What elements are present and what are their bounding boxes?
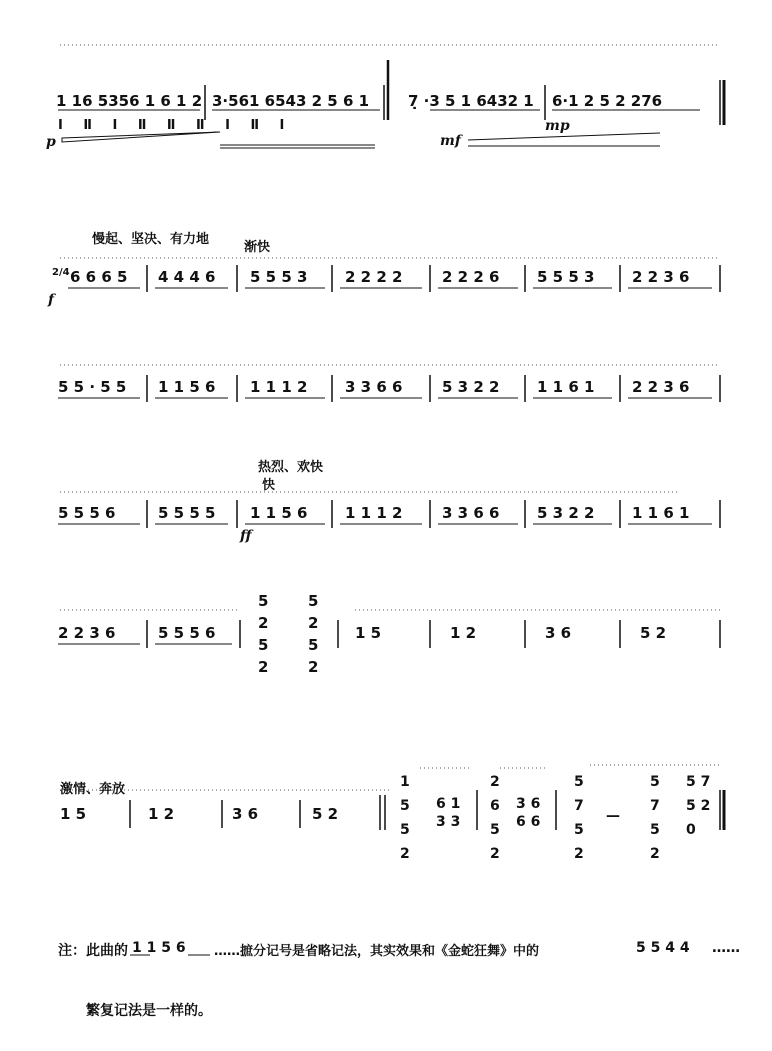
tempo-marking-1: 慢起、坚决、有力地 — [92, 232, 210, 247]
sys6-bar-3: 3 6 — [232, 805, 259, 823]
sys1-string-marks: Ⅰ Ⅱ Ⅰ Ⅱ Ⅱ Ⅱ Ⅰ Ⅱ Ⅰ — [58, 118, 293, 133]
sys4-bar-7: 1 1 6 1 — [632, 504, 690, 522]
sys1-seg2: 3·561 6543 2 5 6 1 — [212, 92, 370, 110]
sys6-chord-4: 3 6 6 6 — [516, 796, 541, 830]
sys5-bar-6: 5 2 — [640, 624, 667, 642]
sys2-bar-3: 5 5 5 3 — [250, 268, 308, 286]
sys5-bars — [147, 620, 720, 648]
dynamic-p: p — [46, 134, 56, 150]
footnote-line-2: 繁复记法是一样的。 — [86, 1003, 212, 1019]
footnote-notes-2: 5 5 4 4 — [636, 940, 690, 956]
sys3-bar-3: 1 1 1 2 — [250, 378, 308, 396]
sys3-bar-4: 3 3 6 6 — [345, 378, 403, 396]
sys1-seg4: 6·1 2 5 2 276 — [552, 92, 663, 110]
crescendo-hairpin — [62, 132, 220, 142]
sys6-bar-1: 1 5 — [60, 805, 87, 823]
time-signature: 2/4 — [52, 267, 70, 278]
sys2-bar-6: 5 5 5 3 — [537, 268, 595, 286]
footnote-ellipsis: …… — [712, 940, 740, 956]
sys1-seg1: 1 16 5356 1 6 1 2 — [56, 92, 203, 110]
sys3-bar-2: 1 1 5 6 — [158, 378, 216, 396]
sys6-chord-5: 5 7 5 2 — [574, 774, 584, 862]
sys6-chord-6: 5 7 5 2 — [650, 774, 660, 862]
sys4-bar-3: 1 1 5 6 — [250, 504, 308, 522]
tempo-marking-4: 快 — [262, 478, 276, 493]
sys5-bar-1: 2 2 3 6 — [58, 624, 116, 642]
sys3-bar-6: 1 1 6 1 — [537, 378, 595, 396]
sys4-bar-2: 5 5 5 5 — [158, 504, 216, 522]
tempo-marking-3: 热烈、欢快 — [258, 460, 324, 475]
sys1-seg3: 7̣ ·3 5 1 6432 1 — [408, 92, 534, 110]
sys6-dash: — — [606, 808, 620, 824]
sys3-bar-1: 5 5 · 5 5 — [58, 378, 127, 396]
sys6-chord-1: 1 5 5 2 — [400, 774, 410, 862]
sys6-chord-3: 2 6 5 2 — [490, 774, 500, 862]
sys2-bar-4: 2 2 2 2 — [345, 268, 403, 286]
sys4-bar-5: 3 3 6 6 — [442, 504, 500, 522]
sys6-bar-4: 5 2 — [312, 805, 339, 823]
sys2-bar-5: 2 2 2 6 — [442, 268, 500, 286]
sys6-chord-2: 6 1 3 3 — [436, 796, 461, 830]
sys3-bar-5: 5 3 2 2 — [442, 378, 500, 396]
tempo-marking-5: 激情、奔放 — [60, 782, 126, 797]
sys6-bars — [130, 790, 724, 830]
sys4-bar-6: 5 3 2 2 — [537, 504, 595, 522]
crescendo-hairpin-2 — [468, 133, 660, 146]
dynamic-ff: ff — [240, 528, 252, 544]
footnote-notes-1: 1 1 5 6 — [132, 940, 186, 956]
sys5-bar-4: 1 2 — [450, 624, 477, 642]
sys4-bar-4: 1 1 1 2 — [345, 504, 403, 522]
sys6-chord-7: 5 7 5 2 0 — [686, 774, 711, 838]
sys6-bar-2: 1 2 — [148, 805, 175, 823]
dynamic-mf: mf — [440, 133, 461, 149]
sys2-bar-2: 4 4 4 6 — [158, 268, 216, 286]
footnote-text: ……摭分记号是省略记法，其实效果和《金蛇狂舞》中的 — [214, 944, 540, 959]
chord-column-2: 5 2 5 2 — [308, 592, 319, 676]
sys2-bar-7: 2 2 3 6 — [632, 268, 690, 286]
sys3-bar-7: 2 2 3 6 — [632, 378, 690, 396]
sys4-bar-1: 5 5 5 6 — [58, 504, 116, 522]
sys5-bar-5: 3 6 — [545, 624, 572, 642]
sys5-bar-2: 5 5 5 6 — [158, 624, 216, 642]
dynamic-f: f — [48, 292, 55, 308]
dynamic-mp: mp — [545, 118, 570, 134]
footnote-lead: 注：此曲的 — [58, 943, 128, 959]
tempo-marking-2: 渐快 — [244, 240, 271, 255]
sys5-bar-3: 1 5 — [355, 624, 382, 642]
sys2-bar-1: 6 6 6 5 — [70, 268, 128, 286]
chord-column-1: 5 2 5 2 — [258, 592, 269, 676]
